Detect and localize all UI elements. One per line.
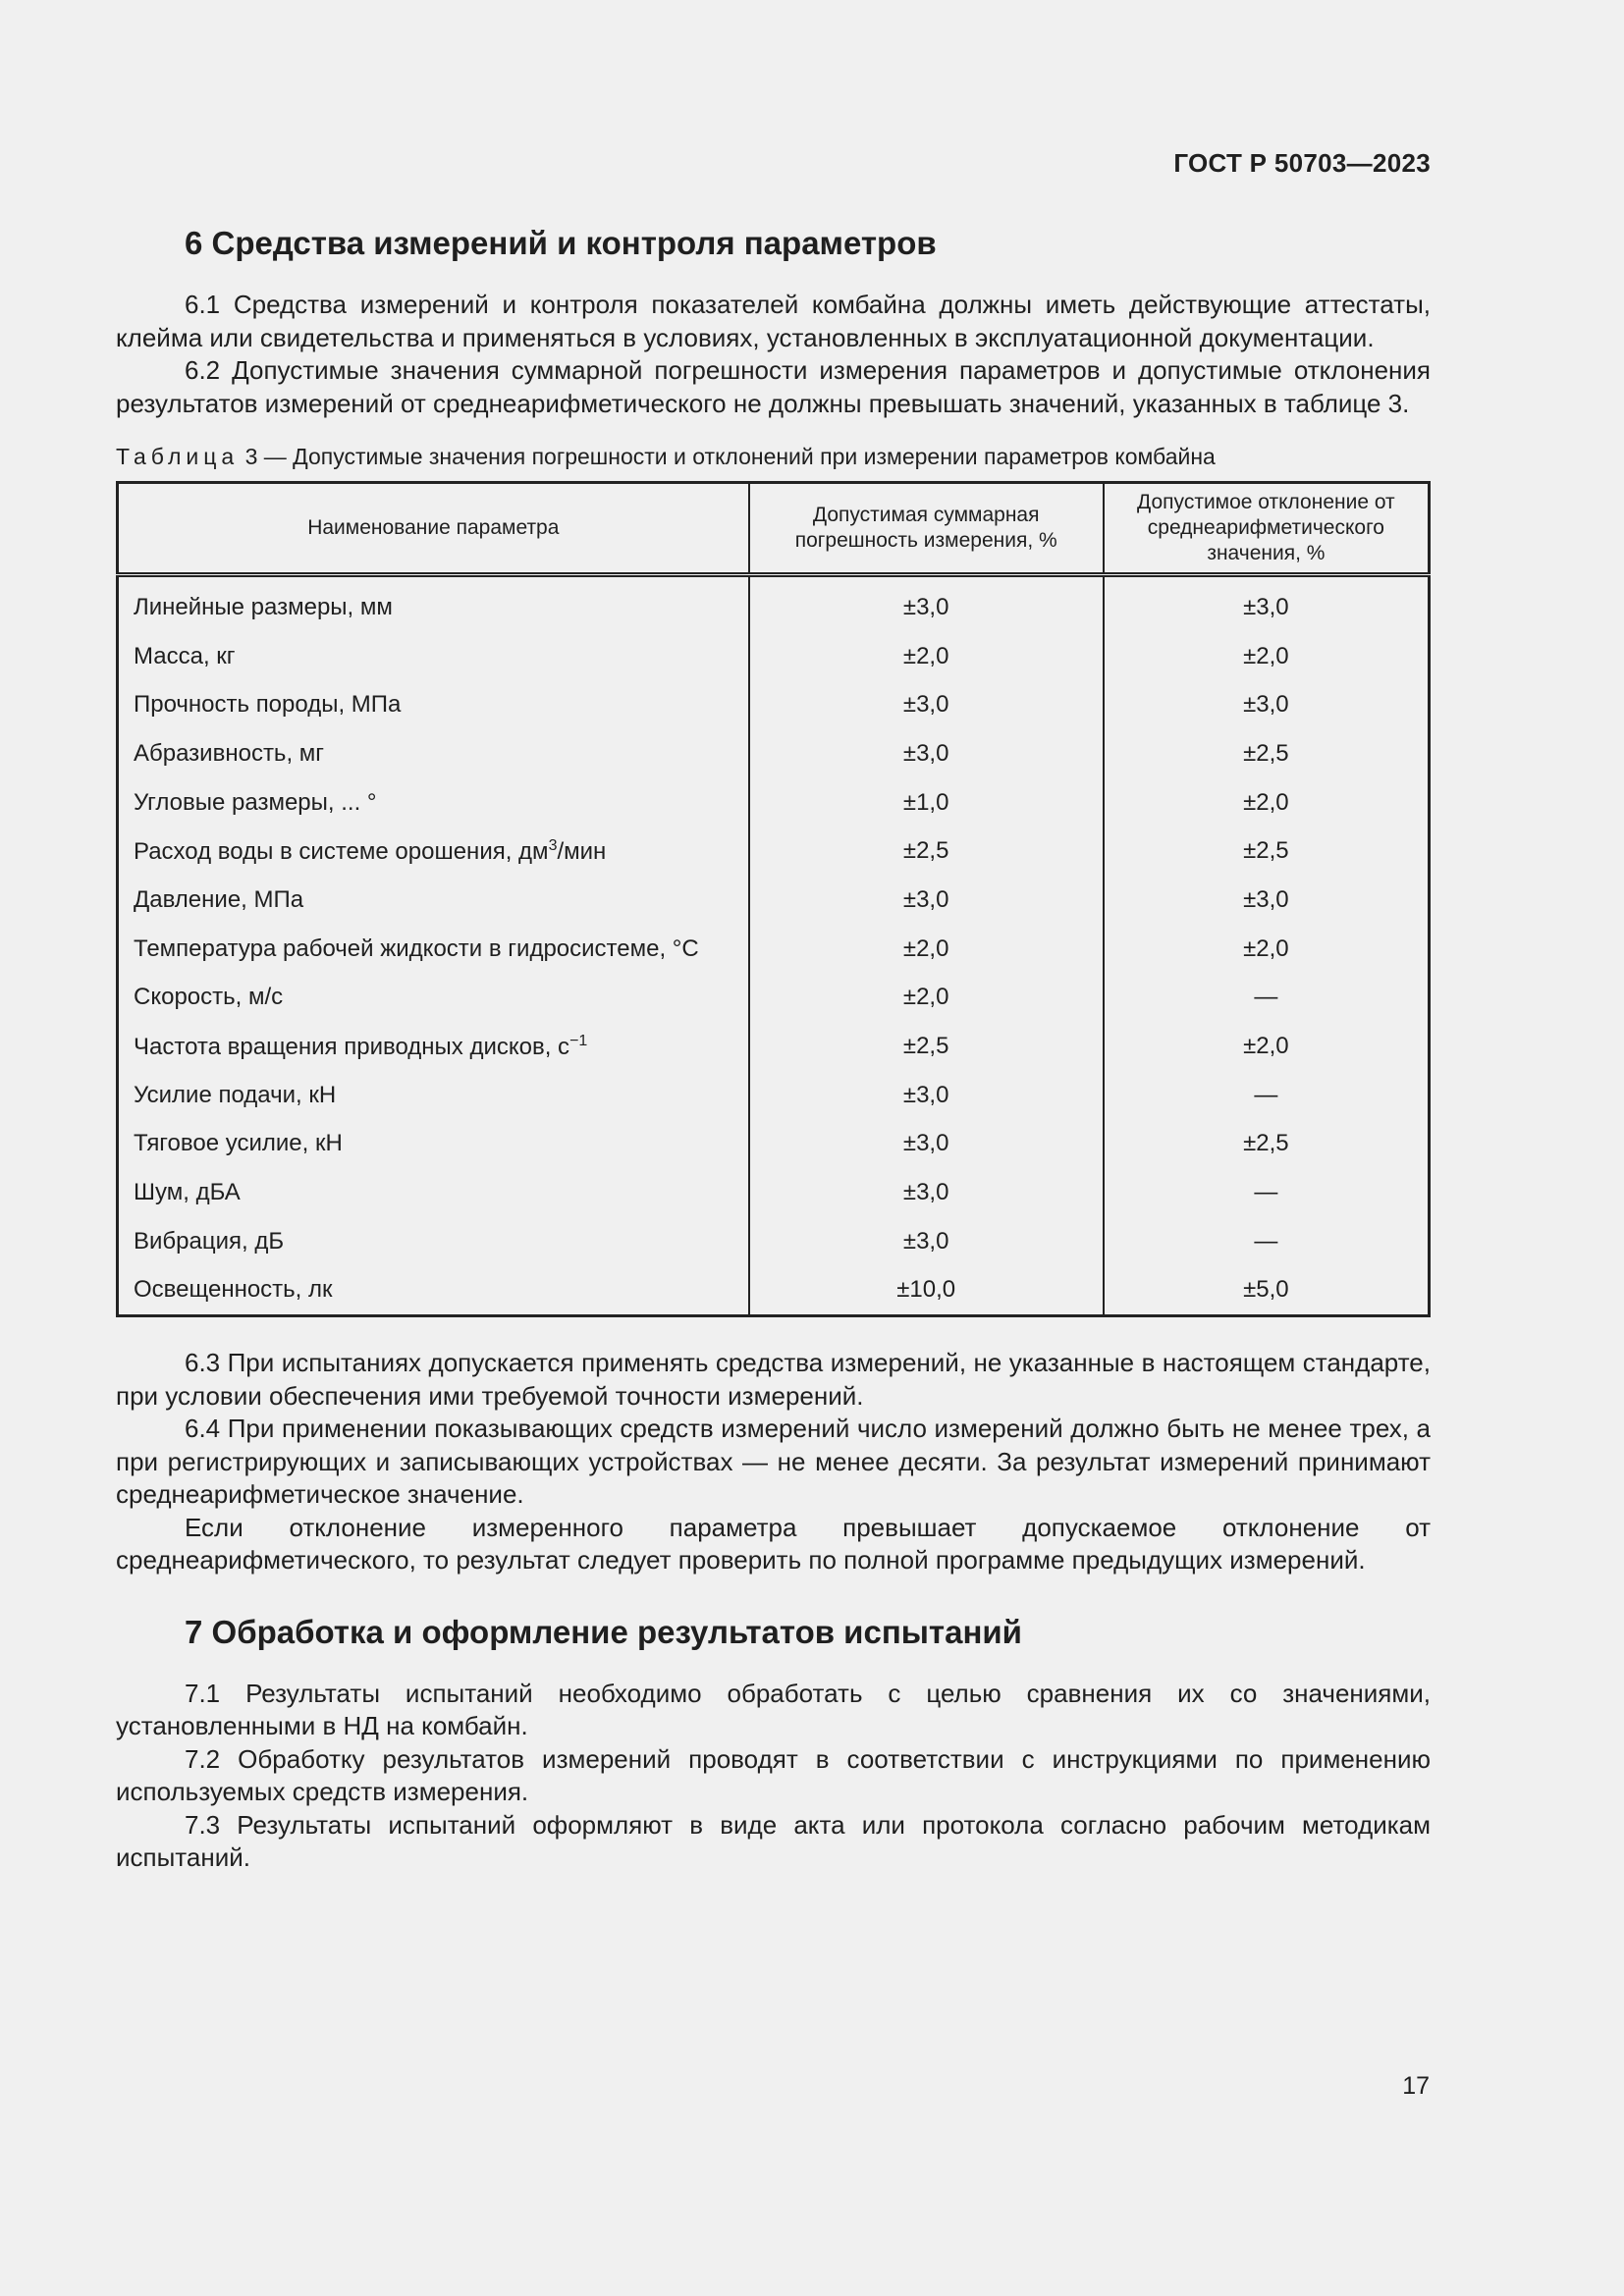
header-parameter-name: Наименование параметра — [118, 483, 749, 575]
parameter-name-cell — [118, 925, 749, 974]
parameter-name-cell — [118, 974, 749, 1023]
page-number: 17 — [1402, 2072, 1430, 2100]
parameter-name-cell — [118, 1266, 749, 1316]
deviation-value: — — [1254, 984, 1278, 1011]
parameter-name-cell — [118, 575, 749, 632]
table-row — [118, 1022, 1430, 1071]
table-row — [118, 827, 1430, 876]
paragraph-6-1: 6.1 Средства измерений и контроля показателей комбайна должны иметь действующие аттестаты, клейма или свидетельства и применяться в условиях, установленных в эксплуатационной документации. — [116, 290, 1431, 352]
document-standard-id: ГОСТ Р 50703—2023 — [1173, 148, 1431, 178]
parameter-name-cell — [118, 876, 749, 925]
parameter-name: Абразивность, мг — [134, 739, 325, 767]
error-value: ±3,0 — [749, 1168, 1104, 1217]
parameter-name-cell — [118, 1120, 749, 1169]
deviation-value: ±2,0 — [1243, 934, 1289, 962]
parameter-name-cell — [118, 729, 749, 778]
deviation-value: ±2,0 — [1243, 642, 1289, 669]
table-row — [118, 1168, 1430, 1217]
paragraph-6-3: 6.3 При испытаниях допускается применять средства измерений, не указанные в настоящем стандарте, при условии обеспечения ими требуемой точности измерений. — [116, 1348, 1431, 1411]
error-value: ±3,0 — [749, 729, 1104, 778]
parameter-name: Линейные размеры, мм — [134, 593, 393, 620]
parameter-name-cell — [118, 1071, 749, 1120]
parameter-name: Прочность породы, МПа — [134, 691, 402, 719]
table-row — [118, 876, 1430, 925]
header-deviation: Допустимое отклонение от среднеарифметического значения, % — [1104, 483, 1430, 575]
error-value: ±2,5 — [749, 1022, 1104, 1071]
parameter-name: Угловые размеры, ... ° — [134, 788, 377, 816]
table-row — [118, 632, 1430, 681]
parameter-name: Скорость, м/с — [134, 984, 284, 1011]
error-value: ±3,0 — [749, 1071, 1104, 1120]
table-row — [118, 1266, 1430, 1316]
error-value: ±2,0 — [749, 925, 1104, 974]
deviation-value: ±3,0 — [1243, 691, 1289, 719]
parameter-name: Масса, кг — [134, 642, 236, 669]
error-value: ±2,5 — [749, 827, 1104, 876]
paragraph-6-4-continued: Если отклонение измеренного параметра превышает допускаемое отклонение от среднеарифметического, то результат следует проверить по полной программе предыдущих измерений. — [116, 1512, 1431, 1575]
table-row — [118, 974, 1430, 1023]
parameter-name-suffix: /мин — [557, 837, 607, 865]
error-value: ±3,0 — [749, 876, 1104, 925]
paragraph-7-2: 7.2 Обработку результатов измерений проводят в соответствии с инструкциями по применению используемых средств измерения. — [116, 1743, 1431, 1807]
paragraph-7-3: 7.3 Результаты испытаний оформляют в виде акта или протокола согласно рабочим методикам испытаний. — [116, 1809, 1431, 1873]
paragraph-7-1: 7.1 Результаты испытаний необходимо обработать с целью сравнения их со значениями, установленными в НД на комбайн. — [116, 1678, 1431, 1741]
parameter-unit-superscript: −1 — [569, 1032, 588, 1049]
error-value: ±2,0 — [749, 974, 1104, 1023]
paragraph-6-4: 6.4 При применении показывающих средств измерений число измерений должно быть не менее трех, а при регистрирующих и записывающих устройствах — не менее десяти. За результат измерений принимают среднеарифметическое значение. — [116, 1414, 1431, 1510]
parameter-name: Давление, МПа — [134, 885, 304, 913]
table-body — [118, 575, 1430, 1316]
parameter-name: Тяговое усилие, кН — [134, 1130, 343, 1157]
deviation-value: ±2,0 — [1243, 1033, 1289, 1060]
parameter-unit-superscript: 3 — [548, 836, 558, 854]
table-row — [118, 925, 1430, 974]
deviation-value: — — [1254, 1227, 1278, 1255]
error-value: ±3,0 — [749, 1120, 1104, 1169]
parameter-name: Температура рабочей жидкости в гидросистеме, °С — [134, 934, 699, 962]
section-7-title: 7 Обработка и оформление результатов испытаний — [185, 1613, 1022, 1650]
table-caption — [116, 442, 1431, 471]
parameter-name: Усилие подачи, кН — [134, 1081, 337, 1108]
table-row — [118, 1120, 1430, 1169]
deviation-value: ±5,0 — [1243, 1276, 1289, 1304]
table-row — [118, 1071, 1430, 1120]
section-6-title: 6 Средства измерений и контроля параметров — [185, 225, 937, 261]
table-row — [118, 778, 1430, 828]
error-value: ±3,0 — [749, 575, 1104, 632]
parameters-table — [116, 481, 1431, 1317]
deviation-value: — — [1254, 1081, 1278, 1108]
parameter-name: Частота вращения приводных дисков, с — [134, 1033, 570, 1060]
table-row — [118, 680, 1430, 729]
error-value: ±10,0 — [749, 1266, 1104, 1316]
deviation-value: ±2,5 — [1243, 1130, 1289, 1157]
header-error: Допустимая суммарная погрешность измерения, % — [749, 483, 1104, 575]
deviation-value: ±3,0 — [1243, 885, 1289, 913]
table-caption-label: Таблица — [116, 444, 240, 469]
error-value: ±2,0 — [749, 632, 1104, 681]
table-row — [118, 575, 1430, 632]
parameter-name-cell — [118, 827, 749, 876]
error-value: ±3,0 — [749, 680, 1104, 729]
parameter-name: Расход воды в системе орошения, дм — [134, 837, 549, 865]
parameter-name-cell — [118, 1022, 749, 1071]
parameter-name-cell — [118, 680, 749, 729]
parameter-name: Шум, дБА — [134, 1179, 241, 1206]
deviation-value: ±2,5 — [1243, 837, 1289, 865]
paragraph-6-2: 6.2 Допустимые значения суммарной погрешности измерения параметров и допустимые отклонения результатов измерений от среднеарифметического не должны превышать значений, указанных в таблице 3. — [116, 355, 1431, 418]
deviation-value: ±2,0 — [1243, 788, 1289, 816]
parameter-name: Вибрация, дБ — [134, 1227, 285, 1255]
deviation-value: — — [1254, 1179, 1278, 1206]
error-value: ±3,0 — [749, 1217, 1104, 1266]
parameter-name-cell — [118, 1168, 749, 1217]
table-row — [118, 729, 1430, 778]
table-caption-text: 3 — Допустимые значения погрешности и отклонений при измерении параметров комбайна — [239, 444, 1216, 469]
deviation-value: ±2,5 — [1243, 739, 1289, 767]
parameter-name-cell — [118, 632, 749, 681]
error-value: ±1,0 — [749, 778, 1104, 828]
parameter-name-cell — [118, 778, 749, 828]
page-content — [116, 218, 1431, 1875]
deviation-value: ±3,0 — [1243, 593, 1289, 620]
parameter-name: Освещенность, лк — [134, 1276, 333, 1304]
parameter-name-cell — [118, 1217, 749, 1266]
table-row — [118, 1217, 1430, 1266]
table-header-row — [118, 483, 1430, 575]
